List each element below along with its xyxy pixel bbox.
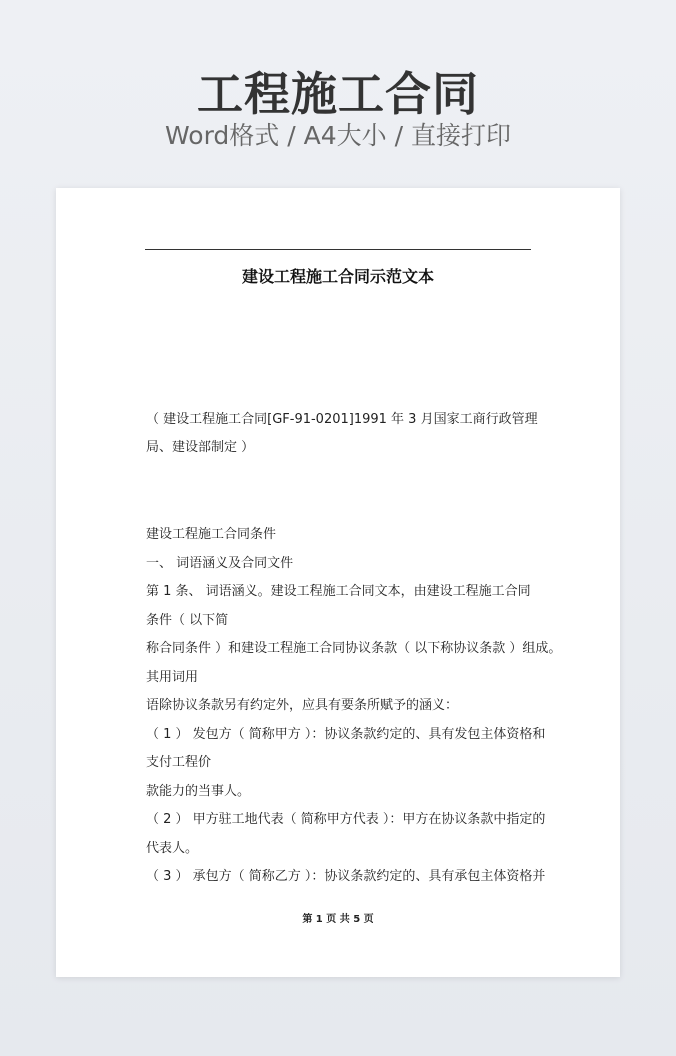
body-line: （ 1 ） 发包方（ 简称甲方 ）：协议条款约定的、具有发包主体资格和 xyxy=(146,726,546,742)
body-line: 其用词用 xyxy=(146,669,199,685)
banner-title: 工程施工合同 xyxy=(197,67,479,121)
document-body xyxy=(146,521,562,892)
page-footer: 第 1 页 共 5 页 xyxy=(302,914,374,925)
body-line: 支付工程价 xyxy=(146,755,212,770)
header-rule xyxy=(145,249,531,250)
body-line: 代表人。 xyxy=(146,840,199,856)
body-line: （ 2 ） 甲方驻工地代表（ 简称甲方代表 ）：甲方在协议条款中指定的 xyxy=(146,812,546,827)
body-line: 语除协议条款另有约定外，应具有要条所赋予的涵义： xyxy=(146,698,459,713)
banner-subtitle: Word格式 / A4大小 / 直接打印 xyxy=(165,121,511,150)
body-line: （ 3 ） 承包方（ 简称乙方 ）：协议条款约定的、具有承包主体资格并 xyxy=(146,869,546,884)
body-line: 称合同条件 ）和建设工程施工合同协议条款（ 以下称协议条款 ）组成。 xyxy=(146,641,562,656)
body-line: 第 1 条、 词语涵义。建设工程施工合同文本，由建设工程施工合同 xyxy=(146,584,531,599)
body-line: 条件（ 以下简 xyxy=(146,612,229,628)
body-line: 一、 词语涵义及合同文件 xyxy=(146,555,294,571)
body-line: 建设工程施工合同条件 xyxy=(146,527,277,542)
source-note: （ 建设工程施工合同[GF-91-0201]1991 年 3 月国家工商行政管理局、建设部制定 ） xyxy=(146,412,538,455)
body-line: 款能力的当事人。 xyxy=(146,783,251,799)
document-page xyxy=(56,188,620,977)
document-title: 建设工程施工合同示范文本 xyxy=(241,267,434,286)
